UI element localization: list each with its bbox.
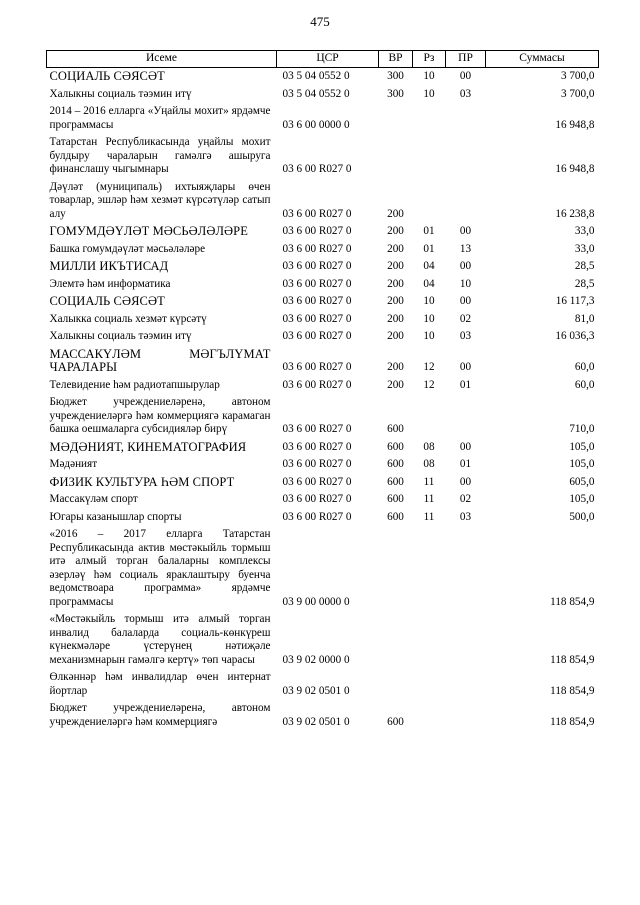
- cell-vr: 300: [387, 87, 404, 100]
- cell-rz: 12: [423, 378, 435, 391]
- header-pr: ПР: [446, 51, 486, 68]
- page-number: 475: [310, 14, 330, 29]
- table-row: [47, 311, 599, 329]
- cell-csr: 03 6 00 R027 0: [282, 225, 352, 237]
- cell-vr: 600: [387, 493, 404, 505]
- cell-vr: 600: [387, 440, 404, 453]
- cell-rz: 11: [423, 510, 435, 523]
- table-row: [47, 346, 599, 377]
- table-row: [47, 669, 599, 700]
- cell-rz: 08: [423, 458, 435, 470]
- cell-pr: [446, 134, 486, 179]
- cell-vr: 200: [387, 378, 404, 391]
- cell-rz: 10: [413, 68, 446, 86]
- cell-vr: 200: [387, 361, 404, 373]
- cell-vr: 200: [387, 330, 404, 342]
- cell-vr: 600: [387, 510, 404, 523]
- cell-sum: 33,0: [574, 242, 595, 255]
- cell-vr: 200: [387, 312, 404, 325]
- cell-sum: 710,0: [569, 423, 595, 435]
- cell-name: МИЛЛИ ИКЪТИСАД: [49, 259, 169, 273]
- cell-name: «2016 – 2017 елларга Татарстан Республикасында актив мөстәкыйль тормыш итә алмый торган балаларны комплексы әзерләү һәм социаль яраклаштыру буенча ведомствоара программа» ярдәмче программасы: [49, 528, 271, 608]
- cell-csr: 03 6 00 R027 0: [282, 361, 352, 373]
- cell-csr: 03 6 00 R027 0: [282, 493, 352, 505]
- cell-name: СОЦИАЛЬ СӘЯСӘТ: [47, 68, 277, 86]
- cell-vr: [379, 134, 413, 179]
- header-csr: ЦСР: [277, 51, 379, 68]
- cell-sum: 60,0: [574, 361, 595, 373]
- cell-name: «Мөстәкыйль тормыш итә алмый торган инвалид балаларда социаль-көнкүреш күнекмәләре үстерүнең нәтиҗәле механизмнарын гамәлгә кертү» төп чарасы: [49, 613, 271, 666]
- cell-csr: 03 6 00 R027 0: [282, 440, 352, 453]
- header-name: Исеме: [47, 51, 277, 68]
- cell-name: ФИЗИК КУЛЬТУРА ҺӘМ СПОРТ: [49, 474, 235, 489]
- cell-pr: [446, 700, 486, 731]
- cell-pr: [446, 526, 486, 611]
- table-row: [47, 134, 599, 179]
- cell-name: СОЦИАЛЬ СӘЯСӘТ: [49, 294, 165, 308]
- cell-rz: [413, 669, 446, 700]
- cell-name: ГОМУМДӘҮЛӘТ МӘСЬӘЛӘЛӘРЕ: [49, 224, 248, 238]
- cell-sum: 118 854,9: [550, 653, 595, 666]
- cell-csr: 03 9 02 0501 0: [282, 684, 350, 697]
- header-sum: Суммасы: [486, 51, 599, 68]
- cell-vr: [379, 669, 413, 700]
- cell-csr: 03 9 02 0501 0: [282, 715, 350, 728]
- cell-rz: 01: [423, 242, 435, 255]
- table-row: [47, 509, 599, 527]
- cell-sum: 16 238,8: [555, 207, 595, 220]
- cell-pr: 00: [459, 260, 472, 272]
- cell-pr: [446, 103, 486, 134]
- header-vr: ВР: [379, 51, 413, 68]
- cell-name: Телевидение һәм радиотапшырулар: [49, 378, 220, 391]
- cell-rz: [413, 179, 446, 224]
- cell-vr: [379, 526, 413, 611]
- cell-rz: [413, 700, 446, 731]
- table-row: [47, 223, 599, 241]
- cell-csr: 03 6 00 R027 0: [282, 312, 352, 325]
- cell-name: Халыкны социаль тәэмин итү: [49, 330, 192, 342]
- cell-sum: 105,0: [569, 458, 595, 470]
- header-rz: Рз: [413, 51, 446, 68]
- cell-rz: 01: [423, 225, 435, 237]
- table-row: [47, 456, 599, 474]
- cell-vr: 200: [387, 277, 404, 290]
- cell-sum: 28,5: [574, 277, 595, 290]
- cell-name: Бюджет учреждениеләренә, автоном учреждениеләргә һәм коммерциягә: [49, 702, 271, 728]
- table-row: [47, 86, 599, 104]
- cell-pr: [446, 394, 486, 439]
- cell-rz: [413, 103, 446, 134]
- cell-name: Дәүләт (муниципаль) ихтыяҗлары өчен товарлар, эшләр һәм хезмәт күрсәтүләр сатып алу: [49, 180, 271, 220]
- cell-csr: 03 6 00 R027 0: [282, 510, 352, 523]
- cell-pr: [446, 669, 486, 700]
- cell-pr: 00: [459, 295, 472, 307]
- cell-pr: 03: [459, 510, 472, 523]
- table-row: [47, 68, 599, 86]
- cell-csr: 03 5 04 0552 0: [277, 68, 379, 86]
- cell-pr: 01: [459, 458, 472, 470]
- cell-sum: 60,0: [574, 378, 595, 391]
- table-row: [47, 526, 599, 611]
- cell-pr: 00: [446, 68, 486, 86]
- cell-sum: 105,0: [569, 493, 595, 505]
- cell-sum: 118 854,9: [550, 595, 595, 608]
- cell-rz: 04: [423, 260, 435, 272]
- cell-name: Өлкәннәр һәм инвалидлар өчен интернат йортлар: [49, 671, 271, 697]
- cell-csr: 03 6 00 R027 0: [282, 458, 352, 470]
- cell-name: МАССАКҮЛӘМ МӘГЪЛҮМАТ ЧАРАЛАРЫ: [49, 346, 271, 374]
- cell-pr: 00: [459, 225, 472, 237]
- cell-rz: 04: [423, 277, 435, 290]
- cell-csr: 03 6 00 R027 0: [282, 163, 352, 175]
- cell-pr: 03: [459, 87, 472, 100]
- cell-vr: 300: [379, 68, 413, 86]
- cell-sum: 28,5: [574, 260, 595, 272]
- cell-pr: 03: [459, 330, 472, 342]
- cell-sum: 500,0: [569, 510, 595, 523]
- cell-csr: 03 6 00 R027 0: [282, 378, 352, 391]
- cell-pr: 00: [459, 440, 472, 453]
- table-row: [47, 179, 599, 224]
- cell-name: Элемтә һәм информатика: [49, 277, 171, 290]
- cell-rz: 10: [423, 87, 435, 100]
- cell-vr: 600: [387, 423, 404, 435]
- cell-pr: 02: [459, 493, 472, 505]
- table-row: [47, 276, 599, 294]
- cell-sum: 16 036,3: [555, 330, 595, 342]
- cell-pr: 13: [459, 242, 472, 255]
- cell-csr: 03 9 02 0000 0: [282, 653, 350, 666]
- table-row: [47, 439, 599, 457]
- cell-csr: 03 6 00 R027 0: [282, 475, 352, 488]
- cell-pr: 02: [459, 312, 472, 325]
- cell-pr: 00: [459, 475, 472, 488]
- table-row: [47, 293, 599, 311]
- cell-name: Мәдәният: [49, 458, 98, 470]
- cell-sum: 118 854,9: [550, 684, 595, 697]
- cell-sum: 16 117,3: [555, 295, 595, 307]
- cell-rz: 12: [423, 361, 435, 373]
- cell-sum: 105,0: [569, 440, 595, 453]
- budget-table: [46, 50, 599, 731]
- cell-csr: 03 6 00 R027 0: [282, 295, 352, 307]
- cell-csr: 03 6 00 R027 0: [282, 330, 352, 342]
- cell-pr: [446, 179, 486, 224]
- cell-pr: 00: [459, 361, 472, 373]
- cell-pr: 01: [459, 378, 472, 391]
- cell-sum: 16 948,8: [555, 163, 595, 175]
- cell-rz: [413, 394, 446, 439]
- cell-name: Массакүләм спорт: [49, 493, 138, 505]
- cell-csr: 03 6 00 R027 0: [282, 207, 352, 220]
- cell-name: Бюджет учреждениеләренә, автоном учреждениеләргә һәм коммерциягә карамаган башка оешмаларга субсидияләр бирү: [49, 396, 271, 435]
- table-row: [47, 474, 599, 492]
- cell-rz: [413, 134, 446, 179]
- cell-name: Халыкны социаль тәэмин итү: [49, 87, 192, 100]
- cell-vr: 200: [387, 242, 404, 255]
- table-row: [47, 241, 599, 259]
- table-row: [47, 394, 599, 439]
- table-row: [47, 103, 599, 134]
- cell-sum: 3 700,0: [560, 87, 595, 100]
- cell-csr: 03 5 04 0552 0: [282, 87, 350, 100]
- header-row: [47, 51, 599, 68]
- cell-csr: 03 6 00 R027 0: [282, 260, 352, 272]
- cell-rz: 11: [423, 475, 435, 488]
- cell-name: МӘДӘНИЯТ, КИНЕМАТОГРАФИЯ: [49, 439, 247, 454]
- cell-sum: 118 854,9: [550, 715, 595, 728]
- cell-csr: 03 6 00 R027 0: [282, 242, 352, 255]
- table-row: [47, 377, 599, 395]
- table-header: [47, 51, 599, 68]
- cell-csr: 03 6 00 R027 0: [282, 277, 352, 290]
- cell-vr: [379, 611, 413, 669]
- cell-name: Татарстан Республикасында уңайлы мохит булдыру чараларын гамәлгә ашыруга финанслашу чыгымнары: [49, 136, 271, 175]
- cell-name: Югары казанышлар спорты: [49, 510, 182, 523]
- table-row: [47, 491, 599, 509]
- cell-sum: 605,0: [569, 475, 595, 488]
- cell-rz: 10: [423, 312, 435, 325]
- cell-rz: [413, 526, 446, 611]
- cell-vr: 600: [387, 475, 404, 488]
- cell-vr: 200: [387, 225, 404, 237]
- cell-vr: 200: [387, 295, 404, 307]
- cell-csr: 03 6 00 R027 0: [282, 423, 352, 435]
- cell-rz: [413, 611, 446, 669]
- cell-sum: 16 948,8: [555, 118, 595, 131]
- cell-name: 2014 – 2016 елларга «Уңайлы мохит» ярдәмче программасы: [49, 105, 271, 131]
- table-body: [47, 68, 599, 732]
- cell-rz: 10: [423, 295, 435, 307]
- cell-name: Башка гомумдәүләт мәсьәләләре: [49, 242, 206, 255]
- table-row: [47, 700, 599, 731]
- cell-pr: 10: [459, 277, 472, 290]
- cell-rz: 11: [423, 493, 435, 505]
- cell-sum: 81,0: [574, 312, 595, 325]
- cell-vr: 600: [387, 715, 404, 728]
- cell-sum: 33,0: [574, 225, 595, 237]
- cell-vr: 200: [387, 260, 404, 272]
- table-row: [47, 328, 599, 346]
- cell-vr: 200: [387, 207, 404, 220]
- cell-sum: 3 700,0: [486, 68, 599, 86]
- cell-name: Халыкка социаль хезмәт күрсәтү: [49, 312, 207, 325]
- cell-vr: [379, 103, 413, 134]
- cell-csr: 03 6 00 0000 0: [282, 118, 350, 131]
- cell-vr: 600: [387, 458, 404, 470]
- cell-rz: 10: [423, 330, 435, 342]
- cell-csr: 03 9 00 0000 0: [282, 595, 350, 608]
- table-row: [47, 258, 599, 276]
- table-row: [47, 611, 599, 669]
- cell-rz: 08: [423, 440, 435, 453]
- cell-pr: [446, 611, 486, 669]
